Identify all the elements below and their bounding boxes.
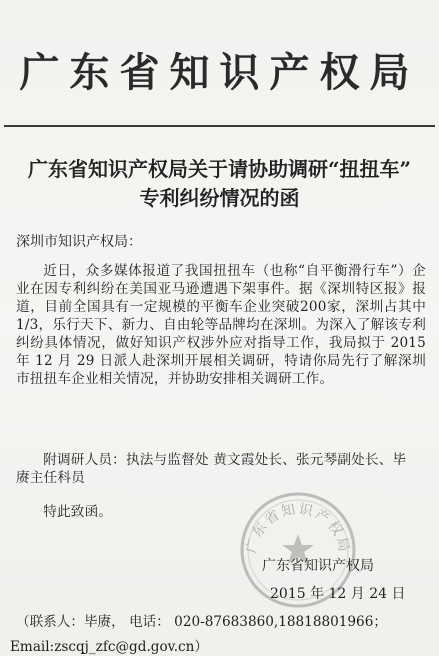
- letterhead-rule: [4, 125, 435, 127]
- svg-text:广东省知识产权局: 广东省知识产权局: [243, 501, 353, 555]
- signature-date: 2015 年 12 月 24 日: [270, 586, 406, 602]
- attendees-line-2: 赓主任科员: [16, 470, 85, 486]
- document-title-line-2: 专利纠纷情况的函: [139, 186, 300, 210]
- body-paragraph-main: 近日，众多媒体报道了我国扭扭车（也称“自平衡滑行车”）企业在因专利纠纷在美国亚马逊遭遇下架事件。据《深圳特区报》报道，目前全国具有一定规模的平衡车企业突破200家，深圳占其中 1/3，乐行天下、新力、自由轮等品牌均在深圳。为深入了解该专利纠纷具体情况，做好知识产权涉外应对指导工作，我局拟于 2015 年 12 月 29 日派人赴深圳开展相关调研，特请你局先行了解深圳市扭扭车企业相关情况，并协助安排相关调研工作。: [16, 263, 426, 387]
- document-title-line-1: 广东省知识产权局关于请协助调研“扭扭车”: [27, 157, 411, 181]
- closing-phrase: 特此致函。: [43, 504, 113, 520]
- contact-info: （联系人：毕赓， 电话： 020-87683860,18818801966；: [16, 614, 387, 630]
- salutation: 深圳市知识产权局：: [16, 234, 142, 250]
- signature-organization: 广东省知识产权局: [262, 558, 374, 574]
- body-paragraph-attendees: [16, 451, 426, 487]
- contact-email: Email:zscqj_zfc@gd.gov.cn）: [10, 639, 209, 655]
- attendees-line-1: 附调研人员：执法与监督处 黄文霞处长、张元琴副处长、毕: [43, 452, 407, 468]
- letterhead-title: 广东省知识产权局: [19, 49, 420, 96]
